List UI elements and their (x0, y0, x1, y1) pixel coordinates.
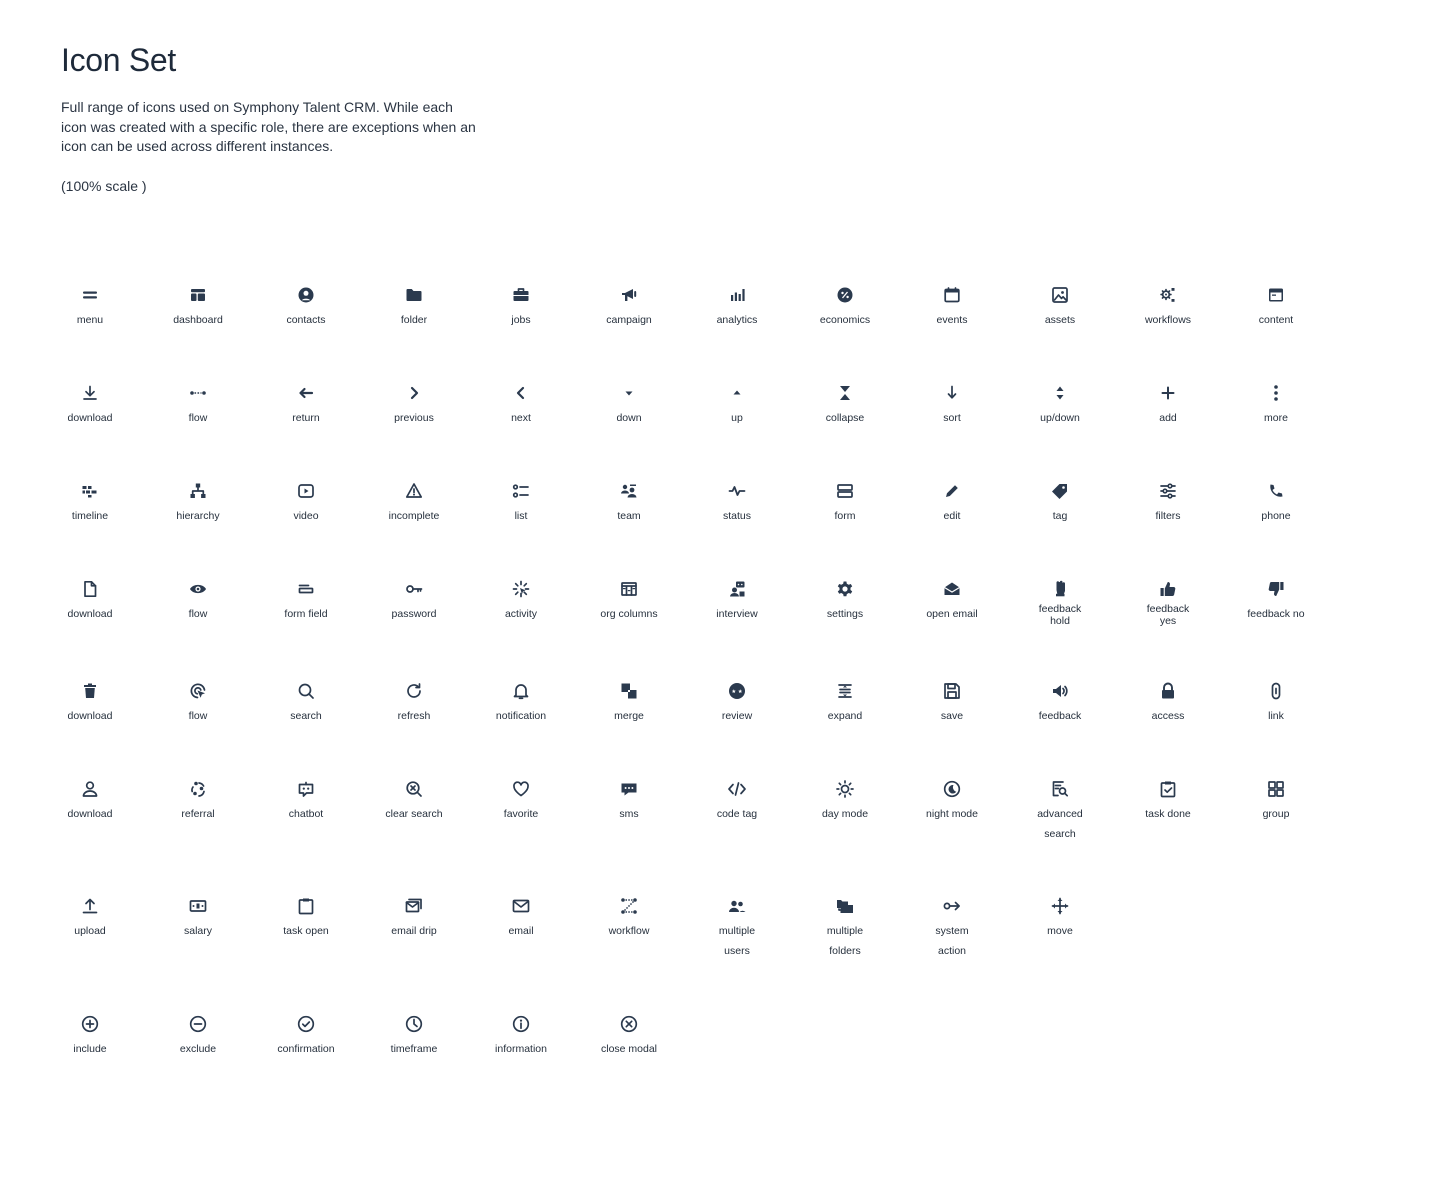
campaign-icon (619, 285, 639, 305)
icon-label: timeline (71, 510, 109, 522)
exclude-icon (188, 1014, 208, 1034)
icon-label: feedback yes (1146, 603, 1190, 627)
icon-label: notification (495, 710, 547, 722)
move-icon (1050, 896, 1070, 916)
events-icon (942, 285, 962, 305)
tag-icon (1050, 481, 1070, 501)
icon-label: jobs (511, 314, 531, 326)
dashboard-icon (188, 285, 208, 305)
icon-label: download (67, 412, 113, 424)
icon-label: feedback hold (1038, 603, 1082, 627)
eye-icon (188, 579, 208, 599)
icon-label: task done (1145, 808, 1191, 820)
menu-icon (80, 285, 100, 305)
add-icon (1158, 383, 1178, 403)
icon-label: hierarchy (176, 510, 220, 522)
advanced-search-icon (1050, 779, 1070, 799)
icon-label: flow (188, 710, 208, 722)
up-icon (727, 383, 747, 403)
icon-label: referral (181, 808, 215, 820)
icon-label: previous (394, 412, 434, 424)
icon-label: list (514, 510, 528, 522)
icon-label: clear search (385, 808, 443, 820)
icon-label: download (67, 710, 113, 722)
workflows-icon (1158, 285, 1178, 305)
icon-label: return (292, 412, 320, 424)
content-icon (1266, 285, 1286, 305)
icon-label: email (508, 925, 534, 937)
icon-label: contacts (286, 314, 326, 326)
icon-label: up/down (1040, 412, 1080, 424)
icon-label: chatbot (288, 808, 324, 820)
referral-icon (188, 779, 208, 799)
icon-label: save (940, 710, 964, 722)
open-email-icon (942, 579, 962, 599)
icon-label: campaign (606, 314, 652, 326)
trash-icon (80, 681, 100, 701)
icon-label: more (1264, 412, 1288, 424)
icon-label: email drip (391, 925, 437, 937)
download-icon (80, 383, 100, 403)
access-icon (1158, 681, 1178, 701)
icon-label: code tag (716, 808, 758, 820)
icon-label: salary (183, 925, 212, 937)
confirmation-icon (296, 1014, 316, 1034)
icon-label: review (721, 710, 753, 722)
icon-label: economics (819, 314, 871, 326)
icon-label: settings (826, 608, 864, 620)
next-icon (511, 383, 531, 403)
icon-label: dashboard (173, 314, 223, 326)
status-icon (727, 481, 747, 501)
icon-label: sort (943, 412, 961, 424)
form-icon (835, 481, 855, 501)
icon-label: exclude (179, 1043, 217, 1055)
link-icon (1266, 681, 1286, 701)
analytics-icon (727, 285, 747, 305)
form-field-icon (296, 579, 316, 599)
icon-label: expand (827, 710, 863, 722)
user-icon (80, 779, 100, 799)
chatbot-icon (296, 779, 316, 799)
icon-label: analytics (716, 314, 758, 326)
icon-label: password (391, 608, 437, 620)
icon-label: merge (614, 710, 644, 722)
multiple-folders-icon (835, 896, 855, 916)
interview-icon (727, 579, 747, 599)
icon-label: folder (400, 314, 428, 326)
icon-label: org columns (600, 608, 658, 620)
down-icon (619, 383, 639, 403)
list-icon (511, 481, 531, 501)
timeframe-icon (404, 1014, 424, 1034)
notification-icon (511, 681, 531, 701)
scale-note: (100% scale ) (61, 178, 147, 194)
task-open-icon (296, 896, 316, 916)
icon-label: down (616, 412, 642, 424)
icon-label: tag (1052, 510, 1068, 522)
icon-label: interview (716, 608, 758, 620)
icon-label: download (67, 608, 113, 620)
incomplete-icon (404, 481, 424, 501)
icon-label: search (290, 710, 322, 722)
feedback-yes-icon (1158, 579, 1178, 599)
team-icon (619, 481, 639, 501)
document-icon (80, 579, 100, 599)
jobs-icon (511, 285, 531, 305)
previous-icon (404, 383, 424, 403)
icon-label: next (511, 412, 531, 424)
feedback-hold-icon (1050, 579, 1070, 599)
icon-label: events (936, 314, 968, 326)
system-action-icon (942, 896, 962, 916)
night-mode-icon (942, 779, 962, 799)
icon-label: workflows (1144, 314, 1192, 326)
hierarchy-icon (188, 481, 208, 501)
clear-search-icon (404, 779, 424, 799)
password-icon (404, 579, 424, 599)
more-icon (1266, 383, 1286, 403)
icon-label: team (617, 510, 641, 522)
refresh-icon (404, 681, 424, 701)
icon-label: close modal (600, 1043, 658, 1055)
icon-label: flow (188, 608, 208, 620)
return-icon (296, 383, 316, 403)
edit-icon (942, 481, 962, 501)
icon-label: open email (926, 608, 978, 620)
icon-label: form (834, 510, 856, 522)
icon-label: incomplete (388, 510, 440, 522)
icon-label: feedback no (1247, 608, 1305, 620)
page-title: Icon Set (61, 42, 177, 78)
email-drip-icon (404, 896, 424, 916)
code-tag-icon (727, 779, 747, 799)
icon-label: access (1151, 710, 1185, 722)
icon-label: refresh (397, 710, 431, 722)
economics-icon (835, 285, 855, 305)
icon-label: add (1159, 412, 1177, 424)
favorite-icon (511, 779, 531, 799)
close-modal-icon (619, 1014, 639, 1034)
icon-label: edit (943, 510, 961, 522)
sort-icon (942, 383, 962, 403)
group-icon (1266, 779, 1286, 799)
icon-label: multiple users (718, 925, 756, 957)
icon-label: filters (1155, 510, 1181, 522)
icon-label: timeframe (390, 1043, 438, 1055)
icon-label: favorite (503, 808, 539, 820)
merge-icon (619, 681, 639, 701)
icon-label: assets (1044, 314, 1076, 326)
icon-label: collapse (825, 412, 865, 424)
information-icon (511, 1014, 531, 1034)
icon-label: video (293, 510, 319, 522)
email-icon (511, 896, 531, 916)
sms-icon (619, 779, 639, 799)
target-click-icon (188, 681, 208, 701)
icon-label: status (722, 510, 751, 522)
icon-label: up (731, 412, 743, 424)
feedback-icon (1050, 681, 1070, 701)
search-icon (296, 681, 316, 701)
folder-icon (404, 285, 424, 305)
task-done-icon (1158, 779, 1178, 799)
icon-label: menu (76, 314, 104, 326)
feedback-no-icon (1266, 579, 1286, 599)
icon-label: confirmation (277, 1043, 335, 1055)
contacts-icon (296, 285, 316, 305)
up-down-icon (1050, 383, 1070, 403)
flow-icon (188, 383, 208, 403)
day-mode-icon (835, 779, 855, 799)
workflow-icon (619, 896, 639, 916)
icon-label: task open (283, 925, 329, 937)
settings-icon (835, 579, 855, 599)
icon-label: link (1268, 710, 1284, 722)
video-icon (296, 481, 316, 501)
icon-label: day mode (821, 808, 869, 820)
phone-icon (1266, 481, 1286, 501)
icon-label: advanced search (1037, 808, 1083, 840)
multiple-users-icon (727, 896, 747, 916)
icon-label: move (1047, 925, 1073, 937)
expand-icon (835, 681, 855, 701)
page-description: Full range of icons used on Symphony Talent CRM. While each icon was created with a specific role, there are exceptions when an icon can be used across different instances. (61, 99, 476, 154)
icon-label: multiple folders (826, 925, 864, 957)
icon-label: flow (188, 412, 208, 424)
icon-label: workflow (608, 925, 650, 937)
icon-label: content (1258, 314, 1294, 326)
icon-label: download (67, 808, 113, 820)
org-columns-icon (619, 579, 639, 599)
salary-icon (188, 896, 208, 916)
collapse-icon (835, 383, 855, 403)
icon-label: form field (284, 608, 328, 620)
icon-label: information (495, 1043, 547, 1055)
activity-icon (511, 579, 531, 599)
timeline-icon (80, 481, 100, 501)
icon-label: sms (619, 808, 639, 820)
icon-label: upload (74, 925, 106, 937)
icon-label: phone (1261, 510, 1291, 522)
assets-icon (1050, 285, 1070, 305)
icon-label: include (73, 1043, 107, 1055)
filters-icon (1158, 481, 1178, 501)
review-icon (727, 681, 747, 701)
upload-icon (80, 896, 100, 916)
save-icon (942, 681, 962, 701)
icon-label: system action (935, 925, 969, 957)
icon-label: feedback (1038, 710, 1082, 722)
icon-label: activity (504, 608, 538, 620)
icon-label: night mode (926, 808, 978, 820)
icon-label: group (1262, 808, 1290, 820)
include-icon (80, 1014, 100, 1034)
